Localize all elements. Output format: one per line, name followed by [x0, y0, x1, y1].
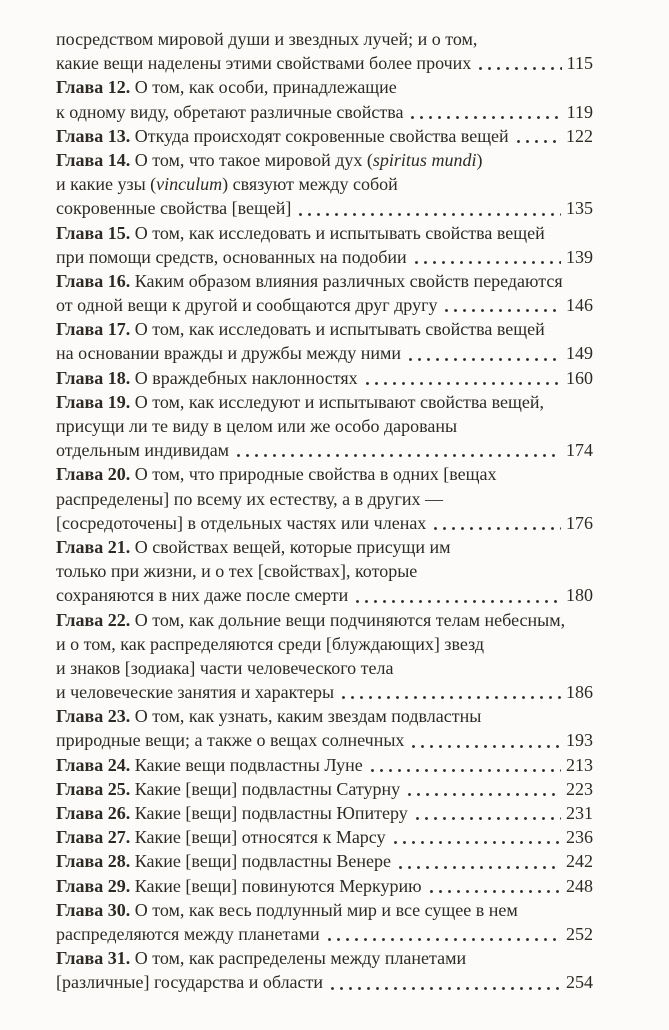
- toc-line: [56, 922, 593, 946]
- toc-line-text: только при жизни, и о тех [свойствах], которые: [56, 561, 418, 582]
- toc-line-text: распределяются между планетами: [56, 923, 320, 944]
- dot-leader: [475, 51, 561, 75]
- dot-leader: [430, 511, 561, 535]
- toc-line: [56, 946, 593, 970]
- toc-line: [56, 293, 593, 317]
- toc-line-text: [сосредоточены] в отдельных частях или членах: [56, 512, 427, 533]
- toc-line: [56, 27, 593, 51]
- toc-line: [56, 849, 593, 873]
- page-number: 186: [566, 682, 593, 703]
- toc-line: [56, 196, 593, 220]
- page-number: 174: [566, 440, 593, 461]
- page-number: 252: [566, 923, 593, 944]
- toc-line: [56, 680, 593, 704]
- toc-line: [56, 511, 593, 535]
- page-number: 254: [566, 972, 593, 993]
- dot-leader: [390, 825, 561, 849]
- toc-line: [56, 728, 593, 752]
- dot-leader: [362, 366, 561, 390]
- page-number: 180: [566, 585, 593, 606]
- dot-leader: [411, 245, 561, 269]
- toc-line-text: Глава 24. Какие вещи подвластны Луне: [56, 754, 363, 775]
- toc-line: [56, 390, 593, 414]
- toc-line-text: Глава 20. О том, что природные свойства в одних [вещах: [56, 464, 497, 485]
- toc-line-text: Глава 17. О том, как исследовать и испытывать свойства вещей: [56, 319, 545, 340]
- dot-leader: [324, 922, 561, 946]
- toc-line-text: Глава 22. О том, как дольние вещи подчиняются телам небесным,: [56, 609, 566, 630]
- toc-line: [56, 172, 593, 196]
- toc-line-text: на основании вражды и дружбы между ними: [56, 343, 402, 364]
- toc-line-text: Глава 23. О том, как узнать, каким звездам подвластны: [56, 706, 482, 727]
- toc-line-text: Глава 19. О том, как исследуют и испытывают свойства вещей,: [56, 391, 544, 412]
- toc-line: [56, 317, 593, 341]
- toc-line-text: распределены] по всему их естеству, а в других —: [56, 488, 444, 509]
- page-number: 135: [566, 198, 593, 219]
- toc-line-text: Глава 14. О том, что такое мировой дух (spiritus mundi): [56, 149, 483, 170]
- dot-leader: [338, 680, 561, 704]
- dot-leader: [395, 849, 561, 873]
- toc-line: [56, 124, 593, 148]
- toc-line-text: Глава 30. О том, как весь подлунный мир и все сущее в нем: [56, 899, 518, 920]
- dot-leader: [412, 801, 561, 825]
- dot-leader: [352, 583, 561, 607]
- toc-line: [56, 462, 593, 486]
- toc-line-text: сокровенные свойства [вещей]: [56, 198, 292, 219]
- page-number: 193: [566, 730, 593, 751]
- toc-line-text: Глава 27. Какие [вещи] относятся к Марсу: [56, 827, 386, 848]
- toc-line-text: Глава 15. О том, как исследовать и испытывать свойства вещей: [56, 222, 545, 243]
- toc-line: [56, 148, 593, 172]
- toc-line: [56, 608, 593, 632]
- toc-line: [56, 100, 593, 124]
- dot-leader: [407, 100, 561, 124]
- toc-line: [56, 341, 593, 365]
- toc-line: [56, 366, 593, 390]
- toc-line-text: отдельным индивидам: [56, 440, 230, 461]
- toc-line-text: Глава 21. О свойствах вещей, которые присущи им: [56, 536, 451, 557]
- toc-line: [56, 438, 593, 462]
- toc-line: [56, 632, 593, 656]
- toc-line: [56, 753, 593, 777]
- toc-line-text: Глава 16. Каким образом влияния различных свойств передаются: [56, 270, 563, 291]
- toc-line-text: от одной вещи к другой и сообщаются друг другу: [56, 295, 438, 316]
- page-number: 115: [566, 53, 593, 74]
- toc-line: [56, 535, 593, 559]
- toc-line-text: Глава 13. Откуда происходят сокровенные свойства вещей: [56, 125, 509, 146]
- toc-line: [56, 777, 593, 801]
- toc-line-text: природные вещи; а также о вещах солнечных: [56, 730, 405, 751]
- page-number: 223: [566, 778, 593, 799]
- table-of-contents: [56, 27, 593, 995]
- dot-leader: [327, 970, 561, 994]
- page-number: 119: [566, 101, 593, 122]
- page-number: 213: [566, 754, 593, 775]
- toc-line: [56, 414, 593, 438]
- toc-line: [56, 245, 593, 269]
- toc-line-text: Глава 31. О том, как распределены между планетами: [56, 948, 467, 969]
- page-number: 146: [566, 295, 593, 316]
- toc-line-text: Глава 26. Какие [вещи] подвластны Юпитеру: [56, 803, 408, 823]
- toc-line-text: Глава 18. О враждебных наклонностях: [56, 367, 358, 388]
- page-number: 160: [566, 367, 593, 388]
- dot-leader: [513, 124, 561, 148]
- dot-leader: [426, 874, 561, 898]
- toc-line: [56, 487, 593, 511]
- toc-line-text: и человеческие занятия и характеры: [56, 682, 335, 703]
- page-number: 236: [566, 827, 593, 848]
- dot-leader: [404, 777, 561, 801]
- toc-line: [56, 583, 593, 607]
- toc-line: [56, 801, 593, 825]
- page-number: 122: [566, 125, 593, 146]
- toc-line: [56, 704, 593, 728]
- toc-line: [56, 559, 593, 583]
- dot-leader: [295, 196, 561, 220]
- toc-line: [56, 898, 593, 922]
- toc-line-text: и знаков [зодиака] части человеческого тела: [56, 657, 394, 678]
- toc-line: [56, 970, 593, 994]
- toc-line-text: к одному виду, обретают различные свойства: [56, 101, 404, 122]
- dot-leader: [233, 438, 561, 462]
- page-number: 242: [566, 851, 593, 872]
- toc-line: [56, 269, 593, 293]
- toc-line-text: посредством мировой души и звездных лучей; и о том,: [56, 29, 478, 49]
- dot-leader: [408, 728, 561, 752]
- dot-leader: [367, 753, 561, 777]
- toc-line-text: присущи ли те виду в целом или же особо дарованы: [56, 416, 458, 436]
- toc-line: [56, 874, 593, 898]
- toc-line-text: и о том, как распределяются среди [блуждающих] звезд: [56, 633, 485, 654]
- page-number: 248: [566, 875, 593, 896]
- toc-line-text: Глава 29. Какие [вещи] повинуются Меркурию: [56, 875, 422, 896]
- toc-line-text: при помощи средств, основанных на подобии: [56, 246, 407, 267]
- toc-line-text: Глава 12. О том, как особи, принадлежащие: [56, 77, 397, 98]
- toc-line-text: Глава 28. Какие [вещи] подвластны Венере: [56, 851, 391, 872]
- toc-line-text: сохраняются в них даже после смерти: [56, 585, 349, 606]
- toc-line-text: Глава 25. Какие [вещи] подвластны Сатурну: [56, 778, 401, 799]
- toc-line: [56, 221, 593, 245]
- toc-line: [56, 656, 593, 680]
- toc-line: [56, 825, 593, 849]
- page-number: 139: [566, 246, 593, 267]
- page-number: 231: [566, 803, 593, 823]
- page-number: 149: [566, 343, 593, 364]
- toc-line-text: какие вещи наделены этими свойствами более прочих: [56, 53, 472, 74]
- dot-leader: [405, 341, 561, 365]
- toc-line-text: [различные] государства и области: [56, 972, 324, 993]
- toc-line-text: и какие узы (vinculum) связуют между собой: [56, 174, 398, 195]
- toc-line: [56, 75, 593, 99]
- dot-leader: [441, 293, 561, 317]
- page-number: 176: [566, 512, 593, 533]
- toc-line: [56, 51, 593, 75]
